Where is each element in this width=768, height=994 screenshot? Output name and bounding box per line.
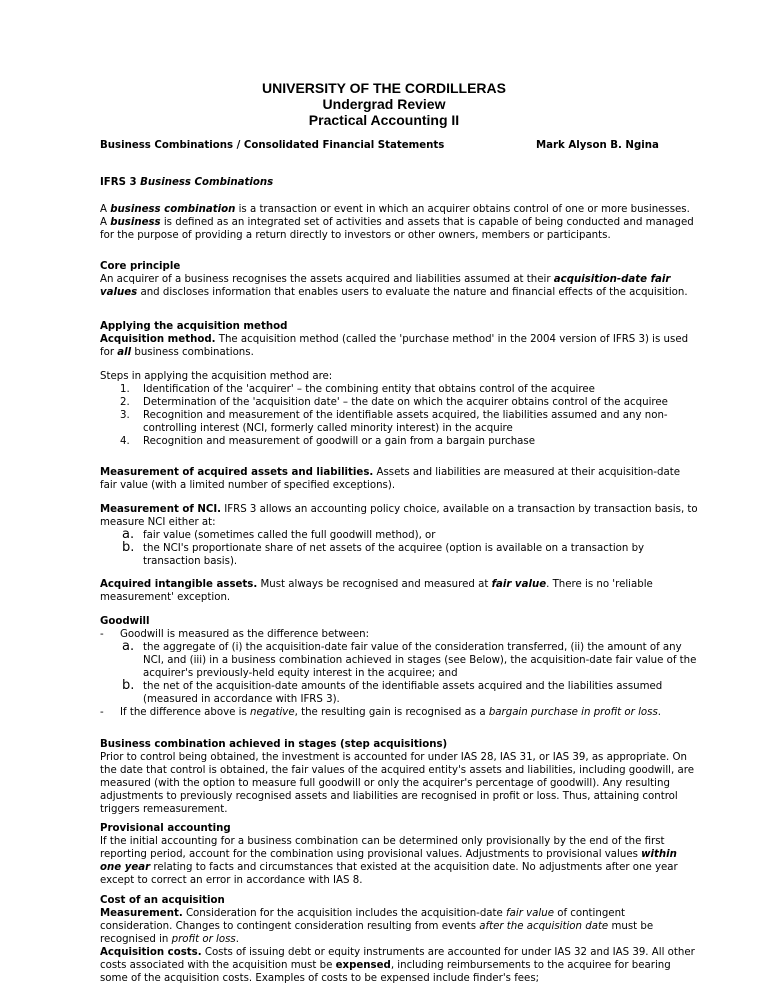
core-principle-heading: Core principle <box>100 261 181 272</box>
core-principle-section: Core principle An acquirer of a business recognises the assets acquired and liabilities assumed at their acquisition-date fair values and discloses information that enables users to evaluate the nature and financial effects of the acquisition. <box>100 260 700 299</box>
steps-section: Steps in applying the acquisition method are: 1. Identification of the 'acquirer' – the combining entity that obtains control of the acquiree 2. Determination of the 'acquisition date' – the date on which the acquirer obtains control of the acquiree 3. Recognition and measurement of the identifiable assets acquired, the liabilities assumed and any non-controlling interest (NCI, formerly called minority interest) in the acquire 4. Recognition and measurement of goodwill or a gain from a bargain purchase <box>100 370 700 448</box>
intro-paragraph: A business combination is a transaction or event in which an acquirer obtains control of one or more businesses. A business is defined as an integrated set of activities and assets that is capable of being conducted and managed for the purpose of providing a return directly to investors or other owners, members or participants. <box>100 204 694 241</box>
measure-assets-paragraph: Measurement of acquired assets and liabilities. Assets and liabilities are measured at their acquisition-date fair value (with a limited number of specified exceptions). <box>100 467 680 491</box>
provisional-heading: Provisional accounting <box>100 823 231 834</box>
list-item: 1. Identification of the 'acquirer' – the combining entity that obtains control of the acquiree <box>120 384 595 395</box>
list-item: - If the difference above is negative, the resulting gain is recognised as a bargain purchase in profit or loss. <box>100 707 662 718</box>
applying-heading: Applying the acquisition method <box>100 321 288 332</box>
nci-options-list <box>100 529 700 568</box>
ifrs-heading: IFRS 3 Business Combinations <box>100 177 274 188</box>
review-title: Undergrad Review <box>322 96 446 112</box>
university-title: UNIVERSITY OF THE CORDILLERAS <box>262 80 506 96</box>
list-item: - Goodwill is measured as the difference between: a. the aggregate of (i) the acquisition-date fair value of the consideration transferred, (ii) the amount of any NCI, and (iii) in a business combination achieved in stages (see Below), the acquisition-date fair value of the acquirer's previously-held equity interest in the acquiree; and b. the net of the acquisition-date amounts of the identifiable assets acquired and the liabilities assumed (measured in accordance with IFRS 3). <box>100 628 700 706</box>
measure-nci-section: Measurement of NCI. IFRS 3 allows an accounting policy choice, available on a transaction by transaction basis, to measure NCI either at: a. fair value (sometimes called the full goodwill method), or b. the NCI's proportionate share of net assets of the acquiree (option is available on a transaction by transaction basis). <box>100 503 700 568</box>
stages-section: Business combination achieved in stages (step acquisitions) Prior to control being obtained, the investment is accounted for under IAS 28, IAS 31, or IAS 39, as appropriate. On the date that control is obtained, the fair values of the acquired entity's assets and liabilities, including goodwill, are measured (with the option to measure full goodwill or only the acquirer's percentage of goodwill). Any resulting adjustments to previously recognised assets and liabilities are recognised in profit or loss. Thus, attaining control triggers remeasurement. <box>100 738 700 816</box>
provisional-section: Provisional accounting If the initial accounting for a business combination can be determined only provisionally by the end of the first reporting period, account for the combination using provisional values. Adjustments to provisional values within one year relating to facts and circumstances that existed at the acquisition date. No adjustments after one year except to correct an error in accordance with IAS 8. <box>100 822 700 887</box>
list-item: 2. Determination of the 'acquisition date' – the date on which the acquirer obtains control of the acquiree <box>120 397 668 408</box>
list-item: a. the aggregate of (i) the acquisition-date fair value of the consideration transferred, (ii) the amount of any NCI, and (iii) in a business combination achieved in stages (see Below), the acquisition-date fair value of the acquirer's previously-held equity interest in the acquiree; and <box>122 639 697 679</box>
topic-label: Business Combinations / Consolidated Financial Statements <box>100 140 445 151</box>
stages-heading: Business combination achieved in stages (step acquisitions) <box>100 739 448 750</box>
cost-section: Cost of an acquisition Measurement. Consideration for the acquisition includes the acquisition-date fair value of contingent consideration. Changes to contingent consideration resulting from events after the acquisition date must be recognised in profit or loss. Acquisition costs. Costs of issuing debt or equity instruments are accounted for under IAS 32 and IAS 39. All other costs associated with the acquisition must be expensed, including reimbursements to the acquiree for bearing some of the acquisition costs. Examples of costs to be expensed include finder's fees; <box>100 894 700 985</box>
list-item: 4. Recognition and measurement of goodwill or a gain from a bargain purchase <box>120 436 535 447</box>
list-item: b. the NCI's proportionate share of net assets of the acquiree (option is available on a transaction by transaction basis). <box>122 540 645 567</box>
list-item: 3. Recognition and measurement of the identifiable assets acquired, the liabilities assumed and any non-controlling interest (NCI, formerly called minority interest) in the acquire <box>120 410 668 434</box>
steps-list <box>100 383 700 448</box>
course-title: Practical Accounting II <box>308 112 460 128</box>
cost-heading: Cost of an acquisition <box>100 895 225 906</box>
list-item: b. the net of the acquisition-date amounts of the identifiable assets acquired and the liabilities assumed (measured in accordance with IFRS 3). <box>122 678 663 705</box>
goodwill-heading: Goodwill <box>100 616 150 627</box>
author-name: Mark Alyson B. Ngina <box>536 140 659 151</box>
intangibles-paragraph: Acquired intangible assets. Must always be recognised and measured at fair value. There is no 'reliable measurement' exception. <box>100 579 653 603</box>
list-item: a. fair value (sometimes called the full goodwill method), or <box>122 527 436 542</box>
applying-section: Applying the acquisition method Acquisition method. The acquisition method (called the 'purchase method' in the 2004 version of IFRS 3) is used for all business combinations. <box>100 320 700 359</box>
goodwill-section <box>100 615 700 719</box>
